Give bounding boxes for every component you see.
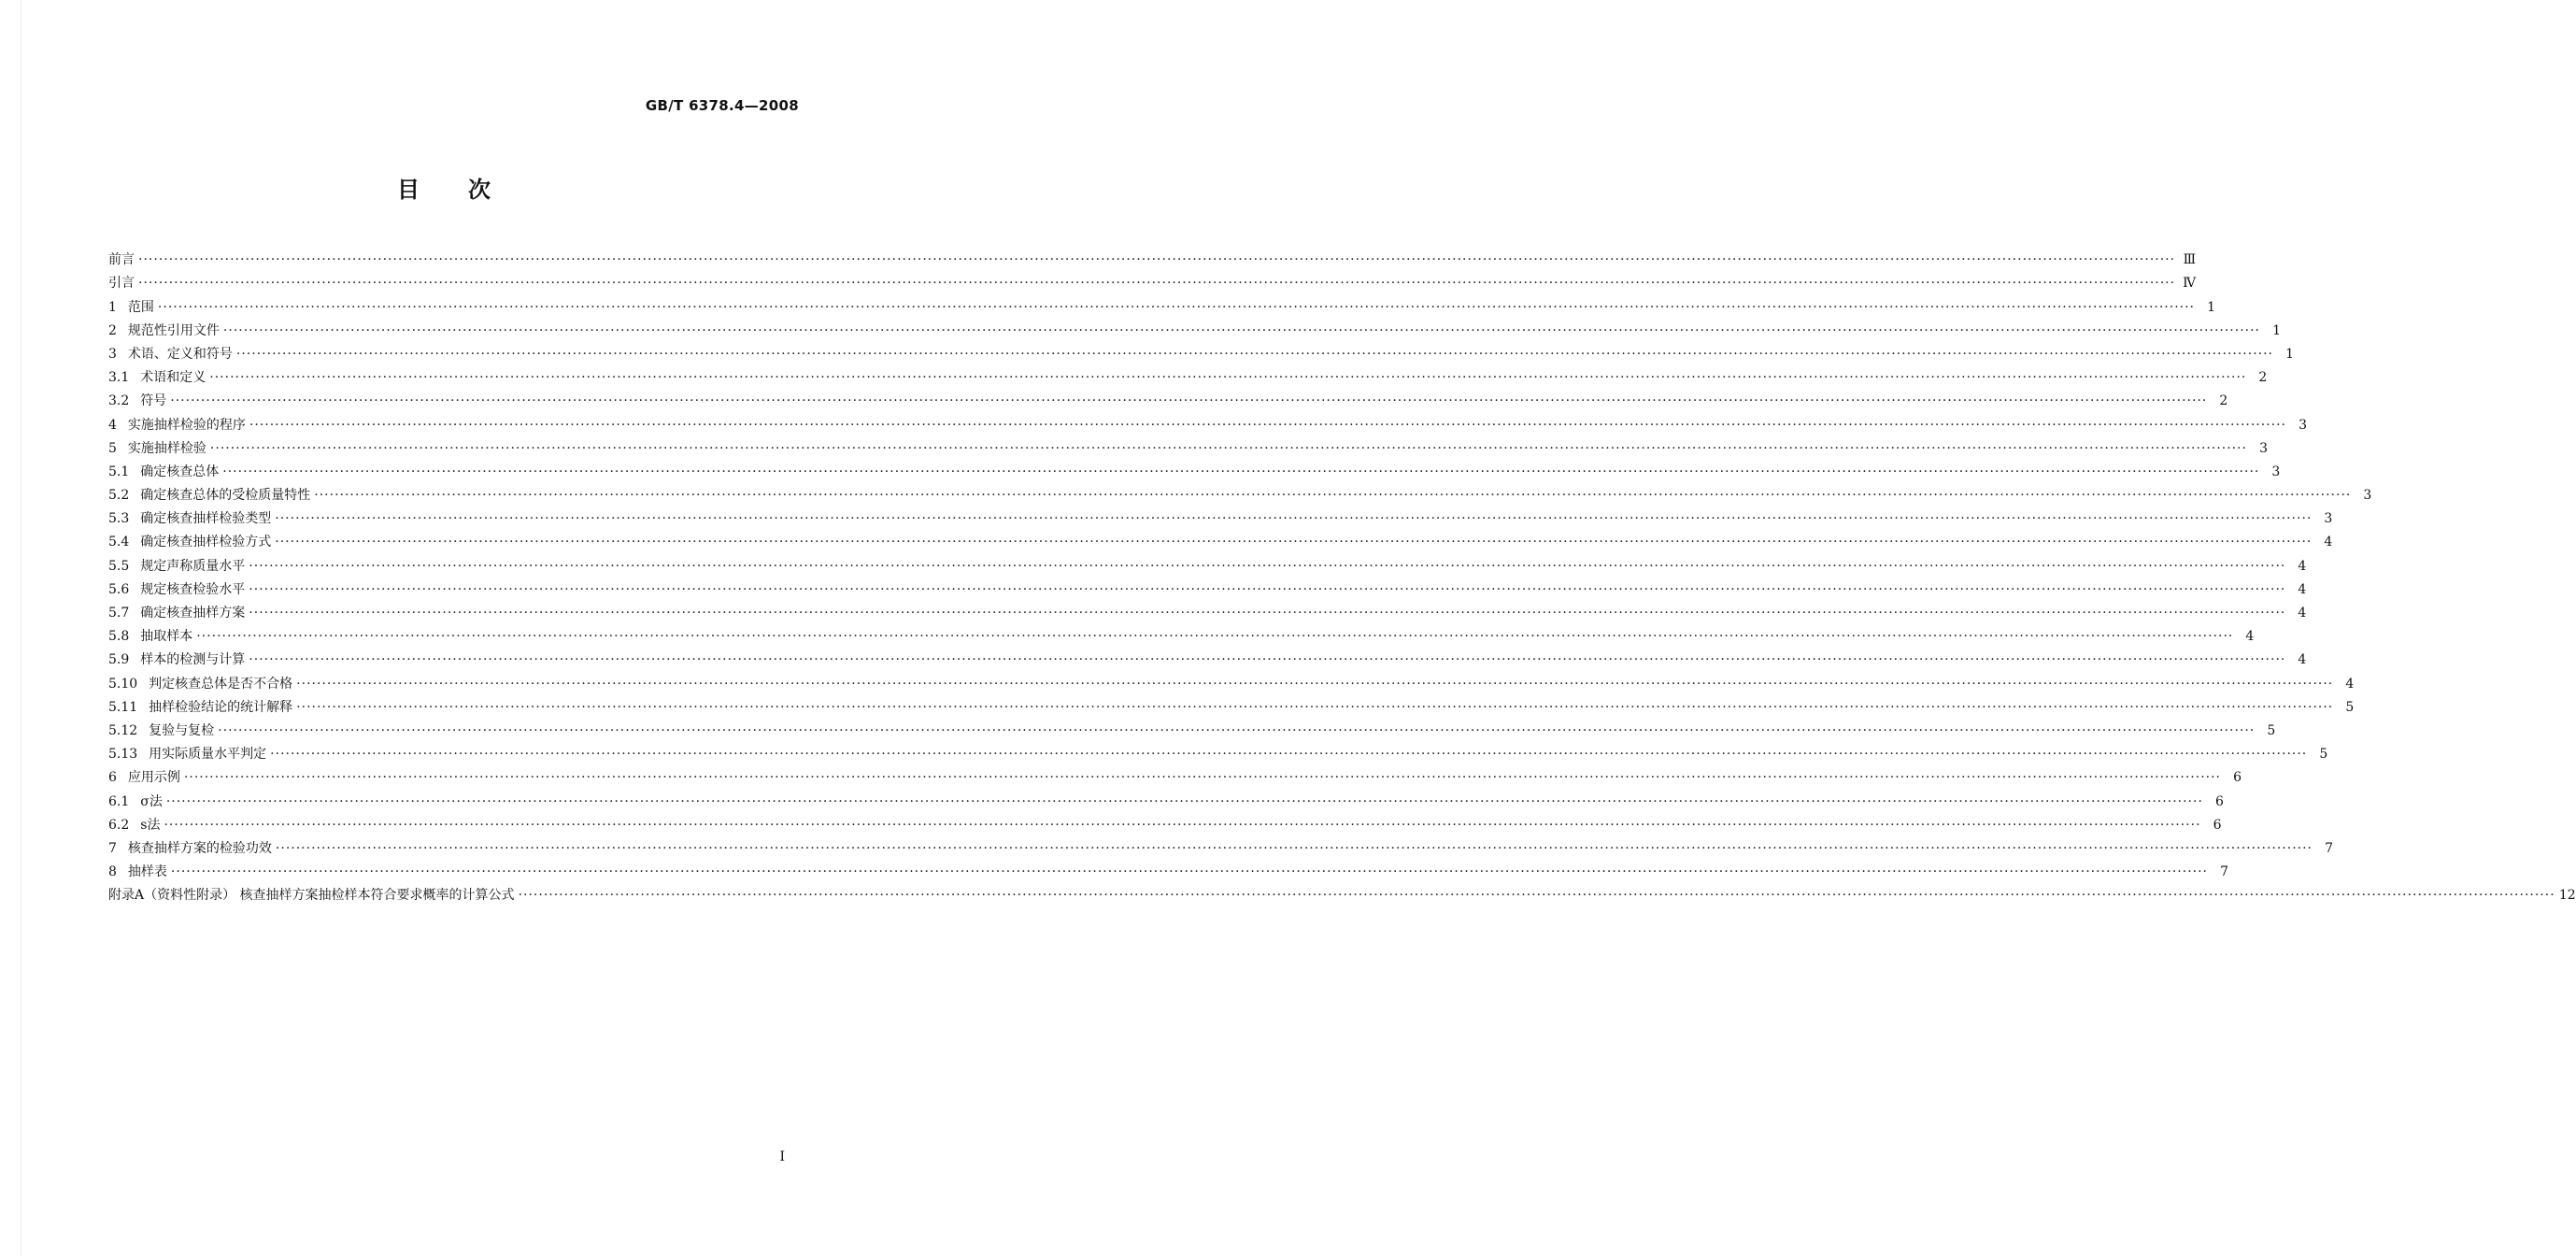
toc-entry-label [108, 487, 314, 504]
toc-entry-text: 规定核查检验水平 [140, 581, 246, 597]
toc-entry-text: 附录A（资料性附录） 核查抽样方案抽检样本符合要求概率的计算公式 [108, 888, 515, 904]
toc-entry-number: 8 [108, 864, 117, 880]
toc-entry-page: 2 [2258, 370, 2268, 386]
toc-entry[interactable] [108, 245, 2197, 268]
toc-entry-page: 4 [2298, 558, 2307, 574]
toc-entry-number: 1 [108, 299, 117, 315]
toc-entry-label [108, 322, 223, 339]
toc-leader-dots: ················································································································································································································································································································································································································ [235, 346, 2273, 362]
toc-entry-page: 4 [2345, 676, 2355, 692]
toc-entry-number: 5.7 [108, 606, 130, 621]
toc-entry-text: 确定核查总体的受检质量特性 [140, 488, 311, 504]
toc-entry-label [108, 346, 236, 363]
toc-entry[interactable] [108, 857, 2228, 880]
toc-entry[interactable] [108, 434, 2268, 457]
toc-leader-dots: ················································································································································································································································································································································································································ [165, 793, 2203, 809]
toc-entry-number: 5.3 [108, 511, 130, 527]
toc-entry-label [108, 887, 519, 904]
toc-entry-text: 抽样表 [127, 864, 167, 880]
toc-entry-label [108, 581, 249, 598]
toc-entry[interactable] [108, 739, 2328, 763]
toc-entry[interactable] [108, 527, 2333, 550]
toc-entry-label [108, 769, 184, 786]
toc-entry-label [108, 440, 210, 457]
toc-entry-page: Ⅲ [2183, 252, 2197, 268]
toc-entry-number: 5.11 [108, 699, 138, 715]
toc-leader-dots: ················································································································································································································································································································································································································ [222, 322, 2260, 338]
toc-entry-label [108, 275, 138, 292]
toc-entry[interactable] [108, 409, 2307, 433]
toc-entry-text: 实施抽样检验的程序 [127, 417, 246, 433]
toc-entry[interactable] [108, 575, 2307, 598]
toc-entry[interactable] [108, 316, 2281, 339]
toc-entry-text: 核查抽样方案的检验功效 [127, 840, 272, 856]
toc-entry-page: 4 [2298, 581, 2307, 597]
toc-entry-label [108, 464, 222, 480]
toc-title: 目次 [397, 177, 539, 203]
toc-entry[interactable] [108, 339, 2294, 363]
toc-entry[interactable] [108, 550, 2307, 574]
toc-entry-number: 5.10 [108, 676, 138, 692]
toc-entry-text: 规范性引用文件 [127, 322, 220, 338]
toc-entry-page: 7 [2220, 864, 2228, 880]
toc-leader-dots: ················································································································································································································································································································································································································ [183, 770, 2221, 786]
toc-entry-label [108, 251, 138, 268]
toc-entry-label [108, 628, 196, 645]
toc-entry-number: 5.4 [108, 535, 130, 550]
toc-leader-dots: ················································································································································································································································································································································································································ [249, 606, 2286, 621]
toc-entry-page: 5 [2319, 747, 2328, 763]
toc-entry[interactable] [108, 786, 2224, 809]
toc-entry-page: 12 [2558, 888, 2576, 904]
toc-entry-text: 样本的检测与计算 [140, 652, 246, 668]
toc-entry-label [108, 417, 249, 434]
toc-entry-number: 5.5 [108, 558, 130, 574]
toc-entry-text: 确定核查抽样检验方式 [140, 535, 272, 550]
toc-entry-number: 5.2 [108, 488, 130, 504]
toc-entry-label [108, 534, 275, 550]
toc-entry[interactable] [108, 457, 2281, 480]
toc-leader-dots: ················································································································································································································································································································································································································ [170, 864, 2208, 880]
toc-entry-number: 5.6 [108, 581, 130, 597]
toc-entry-text: s法 [140, 817, 161, 833]
toc-leader-dots: ················································································································································································································································································································································································································ [222, 464, 2260, 479]
toc-entry-page: 2 [2219, 393, 2228, 409]
toc-leader-dots: ················································································································································································································································································································································································································ [275, 535, 2313, 550]
toc-entry-text: 复验与复检 [149, 722, 215, 738]
toc-entry-number: 3.2 [108, 393, 130, 409]
toc-entry[interactable] [108, 268, 2197, 292]
toc-entry-page: 6 [2233, 770, 2242, 786]
toc-entry-label [108, 840, 276, 857]
toc-leader-dots: ················································································································································································································································································································································································································ [249, 417, 2286, 433]
toc-leader-dots: ················································································································································································································································································································································································································ [296, 676, 2334, 692]
toc-entry-label [108, 699, 296, 716]
toc-leader-dots: ················································································································································································································································································································································································································ [518, 888, 2555, 904]
toc-entry-text: σ法 [140, 793, 163, 809]
toc-entry-text: 应用示例 [127, 770, 180, 786]
toc-entry-number: 7 [108, 840, 117, 856]
toc-entry-page: 4 [2298, 606, 2307, 621]
toc-entry-text: 判定核查总体是否不合格 [149, 676, 293, 692]
toc-entry-number: 5.9 [108, 652, 130, 668]
toc-entry-text: 确定核查抽样方案 [140, 606, 246, 621]
toc-entry-page: 3 [2271, 464, 2281, 479]
toc-entry-label [108, 392, 170, 409]
toc-entry-text: 实施抽样检验 [127, 440, 206, 456]
toc-entry-number: 2 [108, 322, 117, 338]
toc-entry-text: 抽样检验结论的统计解释 [149, 699, 293, 715]
toc-entry-number: 3 [108, 346, 117, 362]
toc-entry-page: 6 [2213, 817, 2222, 833]
toc-entry-label [108, 605, 249, 621]
toc-entry-number: 6.1 [108, 793, 130, 809]
toc-entry-text: 前言 [108, 252, 135, 268]
toc-entry-text: 符号 [140, 393, 167, 409]
toc-entry-page: 1 [2272, 322, 2281, 338]
toc-entry-page: 6 [2214, 793, 2224, 809]
toc-entry-number: 3.1 [108, 370, 130, 386]
document-code: GB/T 6378.4—2008 [645, 97, 799, 114]
toc-entry[interactable] [108, 668, 2355, 692]
toc-entry-page: 7 [2325, 840, 2333, 856]
toc-entry-label [108, 299, 158, 316]
toc-entry[interactable] [108, 763, 2242, 786]
toc-entry-number: 5.8 [108, 629, 130, 645]
toc-leader-dots: ················································································································································································································································································································································································································ [314, 488, 2352, 504]
toc-entry-page: 3 [2259, 440, 2268, 456]
toc-leader-dots: ················································································································································································································································································································································································································ [209, 370, 2247, 386]
toc-entry-label [108, 558, 249, 575]
toc-leader-dots: ················································································································································································································································································································································································································ [249, 558, 2286, 574]
toc-entry[interactable] [108, 810, 2222, 834]
toc-entry-number: 5.12 [108, 722, 138, 738]
toc-leader-dots: ················································································································································································································································································································································································································ [164, 817, 2201, 833]
toc-leader-dots: ················································································································································································································································································································································································································ [209, 440, 2247, 456]
toc-entry-page: 5 [2345, 699, 2355, 715]
toc-entry-number: 5 [108, 440, 117, 456]
toc-entry-label [108, 746, 270, 763]
toc-leader-dots: ················································································································································································································································································································································································································ [275, 511, 2313, 527]
toc-entry-page: 4 [2324, 535, 2333, 550]
toc-entry-page: 4 [2245, 629, 2255, 645]
toc-entry-label [108, 676, 296, 692]
toc-leader-dots: ················································································································································································································································································································································································································ [270, 747, 2308, 763]
toc-entry-page: 4 [2298, 652, 2307, 668]
toc-leader-dots: ················································································································································································································································································································································································································ [218, 722, 2256, 738]
toc-entry[interactable] [108, 504, 2333, 527]
toc-entry-number: 6 [108, 770, 117, 786]
toc-entry-number: 4 [108, 417, 117, 433]
toc-entry[interactable] [108, 716, 2276, 739]
toc-entry-label [108, 817, 164, 834]
toc-entry-label [108, 510, 275, 527]
page-number: I [779, 1149, 785, 1164]
toc-leader-dots: ················································································································································································································································································································································································································ [275, 840, 2313, 856]
toc-entry-text: 术语、定义和符号 [127, 346, 233, 362]
toc-leader-dots: ················································································································································································································································································································································································································ [249, 581, 2286, 597]
toc-entry[interactable] [108, 386, 2228, 409]
toc-entry-page: 5 [2267, 722, 2276, 738]
toc-entry-text: 用实际质量水平判定 [149, 747, 267, 763]
toc-entry-page: 1 [2285, 346, 2294, 362]
toc-entry-page: Ⅳ [2183, 276, 2197, 292]
toc-entry-number: 6.2 [108, 817, 130, 833]
toc-entry[interactable] [108, 292, 2215, 315]
toc-leader-dots: ················································································································································································································································································································································································································ [138, 252, 2176, 268]
toc-entry-label [108, 722, 218, 739]
toc-entry-number: 5.1 [108, 464, 130, 479]
toc-entry-page: 3 [2298, 417, 2307, 433]
toc-entry-label [108, 369, 209, 386]
toc-entry-label [108, 864, 171, 880]
table-of-contents [108, 245, 2576, 904]
toc-entry-text: 引言 [108, 276, 135, 292]
toc-leader-dots: ················································································································································································································································································································································································································ [196, 629, 2234, 645]
toc-leader-dots: ················································································································································································································································································································································································································ [296, 699, 2334, 715]
toc-entry[interactable] [108, 834, 2333, 857]
toc-entry-label [108, 793, 166, 810]
toc-leader-dots: ················································································································································································································································································································································································································ [138, 276, 2176, 292]
toc-entry[interactable] [108, 645, 2307, 668]
toc-entry-text: 确定核查总体 [140, 464, 220, 479]
toc-leader-dots: ················································································································································································································································································································································································································ [249, 652, 2286, 668]
toc-entry[interactable] [108, 363, 2268, 386]
toc-entry-label [108, 651, 249, 668]
toc-entry-page: 1 [2207, 299, 2215, 315]
toc-entry-number: 5.13 [108, 747, 138, 763]
toc-entry[interactable] [108, 880, 2576, 904]
toc-entry-text: 术语和定义 [140, 370, 206, 386]
toc-entry-text: 抽取样本 [140, 629, 193, 645]
toc-leader-dots: ················································································································································································································································································································································································································ [157, 299, 2195, 315]
toc-entry-page: 3 [2324, 511, 2333, 527]
toc-entry[interactable] [108, 692, 2355, 716]
toc-entry-text: 规定声称质量水平 [140, 558, 246, 574]
toc-entry[interactable] [108, 598, 2307, 621]
toc-entry-page: 3 [2363, 488, 2372, 504]
toc-leader-dots: ················································································································································································································································································································································································································ [170, 393, 2208, 409]
toc-entry[interactable] [108, 480, 2372, 504]
toc-entry-text: 确定核查抽样检验类型 [140, 511, 272, 527]
toc-entry-text: 范围 [127, 299, 154, 315]
toc-entry[interactable] [108, 621, 2255, 645]
